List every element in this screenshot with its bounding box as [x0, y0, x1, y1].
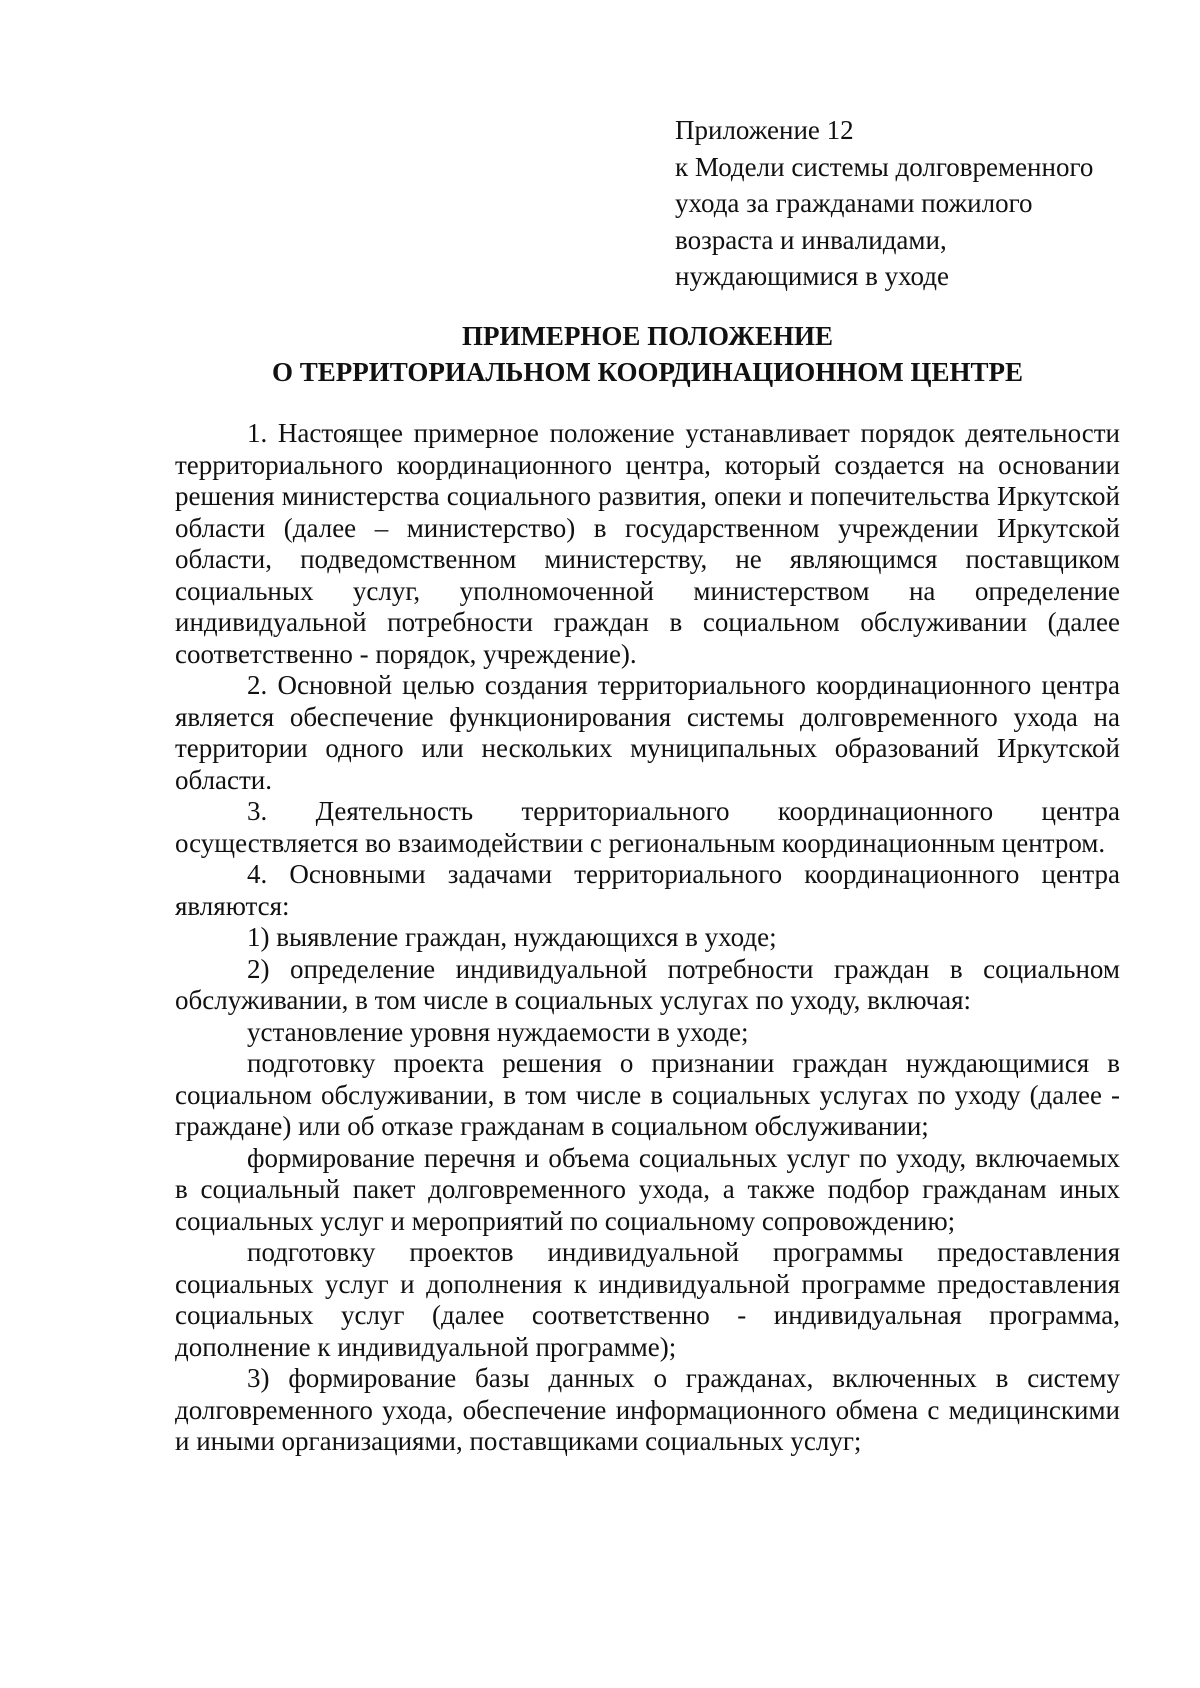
title-line: ПРИМЕРНОЕ ПОЛОЖЕНИЕ — [461, 321, 834, 351]
paragraph: установление уровня нуждаемости в уходе; — [247, 1016, 749, 1047]
title-line: О ТЕРРИТОРИАЛЬНОМ КООРДИНАЦИОННОМ ЦЕНТРЕ — [272, 357, 1023, 387]
appendix-line: к Модели системы долговременного — [675, 151, 1094, 182]
appendix-line: ухода за гражданами пожилого — [675, 188, 1033, 218]
paragraph: 3. Деятельность территориального координационного центра осуществляется во взаимодействии с региональным координационным центром. — [175, 796, 1120, 858]
paragraph: формирование перечня и объема социальных услуг по уходу, включаемых в социальный пакет долговременного ухода, а также подбор гражданам иных социальных услуг и мероприятий по социальному сопровождению; — [175, 1142, 1120, 1236]
appendix-line: нуждающимися в уходе — [675, 261, 949, 291]
paragraph: 1) выявление граждан, нуждающихся в уходе; — [247, 922, 777, 952]
paragraph: 1. Настоящее примерное положение устанавливает порядок деятельности территориального координационного центра, который создается на основании решения министерства социального развития, опеки и попечительства Иркутской области (далее – министерство) в государственном учреждении Иркутской области, подведомственном министерству, не являющимся поставщиком социальных услуг, уполномоченной министерством на определение индивидуальной потребности граждан в социальном обслуживании (далее соответственно - порядок, учреждение). — [175, 418, 1120, 669]
document-title — [175, 318, 1120, 390]
paragraph: 4. Основными задачами территориального координационного центра являются: — [175, 859, 1120, 921]
paragraph: 2. Основной целью создания территориального координационного центра является обеспечение функционирования системы долговременного ухода на территории одного или нескольких муниципальных образований Иркутской области. — [175, 670, 1120, 795]
document-body — [175, 418, 1120, 1458]
paragraph: подготовку проектов индивидуальной программы предоставления социальных услуг и дополнения к индивидуальной программе предоставления социальных услуг (далее соответственно - индивидуальная программа, дополнение к индивидуальной программе); — [175, 1237, 1120, 1362]
appendix-line: возраста и инвалидами, — [675, 224, 947, 255]
appendix-line: Приложение 12 — [675, 115, 854, 145]
paragraph: 2) определение индивидуальной потребности граждан в социальном обслуживании, в том числе в социальных услугах по уходу, включая: — [175, 953, 1120, 1015]
paragraph: подготовку проекта решения о признании граждан нуждающимися в социальном обслуживании, в том числе в социальных услугах по уходу (далее - граждане) или об отказе гражданам в социальном обслуживании; — [175, 1048, 1120, 1141]
paragraph: 3) формирование базы данных о гражданах, включенных в систему долговременного ухода, обеспечение информационного обмена с медицинскими и иными организациями, поставщиками социальных услуг; — [175, 1363, 1120, 1456]
appendix-reference — [675, 112, 1145, 295]
